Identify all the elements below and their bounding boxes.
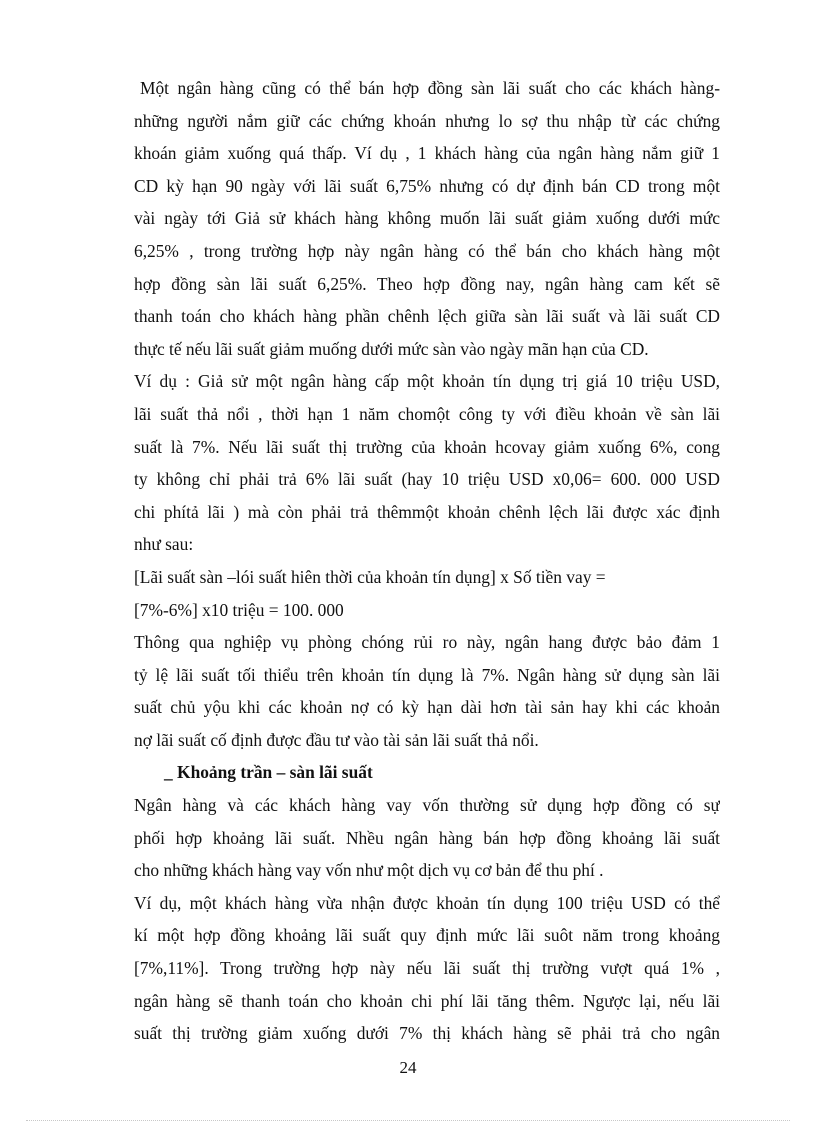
text-line: phối hợp khoảng lãi suất. Nhều ngân hàng bán hợp đồng khoảng lãi suất	[134, 827, 720, 848]
text-line: suất là 7%. Nếu lãi suất thị trường của khoản hcovay giảm xuống 6%, cong	[134, 436, 720, 457]
text-line: nợ lãi suất cố định được đầu tư vào tài sản lãi suất thả nổi.	[134, 729, 539, 750]
text-line: ty không chỉ phải trả 6% lãi suất (hay 10 triệu USD x0,06= 600. 000 USD	[134, 469, 720, 490]
text-line: lãi suất thả nổi , thời hạn 1 năm chomột công ty với điều khoản về sàn lãi	[134, 403, 720, 424]
text-line: thực tế nếu lãi suất giảm muống dưới mức sàn vào ngày mãn hạn của CD.	[134, 338, 649, 359]
text-line: [Lãi suất sàn –lói suất hiên thời của khoản tín dụng] x Số tiền vay =	[134, 566, 606, 587]
text-line: tỷ lệ lãi suất tối thiểu trên khoản tín dụng là 7%. Ngân hàng sử dụng sàn lãi	[134, 664, 720, 685]
text-line: Một ngân hàng cũng có thể bán hợp đồng sàn lãi suất cho các khách hàng-	[140, 78, 720, 98]
text-line: chi phítả lãi ) mà còn phải trả thêmmột khoản chênh lệch lãi được xác định	[134, 501, 720, 522]
text-line: [7%-6%] x10 triệu = 100. 000	[134, 599, 344, 620]
text-line: [7%,11%]. Trong trường hợp này nếu lãi suất thị trường vượt quá 1% ,	[134, 958, 720, 979]
footer-divider	[26, 1120, 790, 1121]
section-heading: _ Khoảng trần – sàn lãi suất	[164, 762, 373, 783]
text-line: khoán giảm xuống quá thấp. Ví dụ , 1 khách hàng của ngân hàng nắm giữ 1	[134, 143, 720, 164]
text-line: suất chủ yộu khi các khoản nợ có kỳ hạn dài hơn tài sản hay khi các khoản	[134, 697, 720, 718]
text-line: 6,25% , trong trường hợp này ngân hàng có thể bán cho khách hàng một	[134, 240, 720, 261]
text-line: thanh toán cho khách hàng phần chênh lệch giữa sàn lãi suất và lãi suất CD	[134, 306, 720, 327]
text-line: hợp đồng sàn lãi suất 6,25%. Theo hợp đồng nay, ngân hàng cam kết sẽ	[134, 273, 720, 294]
text-line: Ví dụ : Giả sử một ngân hàng cấp một khoản tín dụng trị giá 10 triệu USD,	[134, 371, 720, 392]
text-line: CD kỳ hạn 90 ngày với lãi suất 6,75% nhưng có dự định bán CD trong một	[134, 175, 720, 196]
text-line: ngân hàng sẽ thanh toán cho khoản chi phí lãi tăng thêm. Ngược lại, nếu lãi	[134, 990, 720, 1011]
page-number: 24	[399, 1058, 417, 1077]
text-line: suất thị trường giảm xuống dưới 7% thị khách hàng sẽ phải trả cho ngân	[134, 1023, 720, 1044]
body-text	[134, 72, 720, 1050]
text-line: Ví dụ, một khách hàng vừa nhận được khoản tín dụng 100 triệu USD có thể	[134, 892, 720, 913]
text-line: Ngân hàng và các khách hàng vay vốn thường sử dụng hợp đồng có sự	[134, 795, 720, 816]
text-line: những người nắm giữ các chứng khoán nhưng lo sợ thu nhập từ các chứng	[134, 110, 720, 131]
text-line: vài ngày tới Giả sử khách hàng không muốn lãi suất giảm xuống dưới mức	[134, 208, 720, 229]
text-line: như sau:	[134, 534, 194, 555]
text-line: cho những khách hàng vay vốn như một dịch vụ cơ bản để thu phí .	[134, 860, 604, 881]
text-line: Thông qua nghiệp vụ phòng chóng rủi ro này, ngân hang được bảo đảm 1	[134, 632, 720, 653]
text-line: kí một hợp đồng khoảng lãi suất quy định mức lãi suôt năm trong khoảng	[134, 925, 720, 946]
